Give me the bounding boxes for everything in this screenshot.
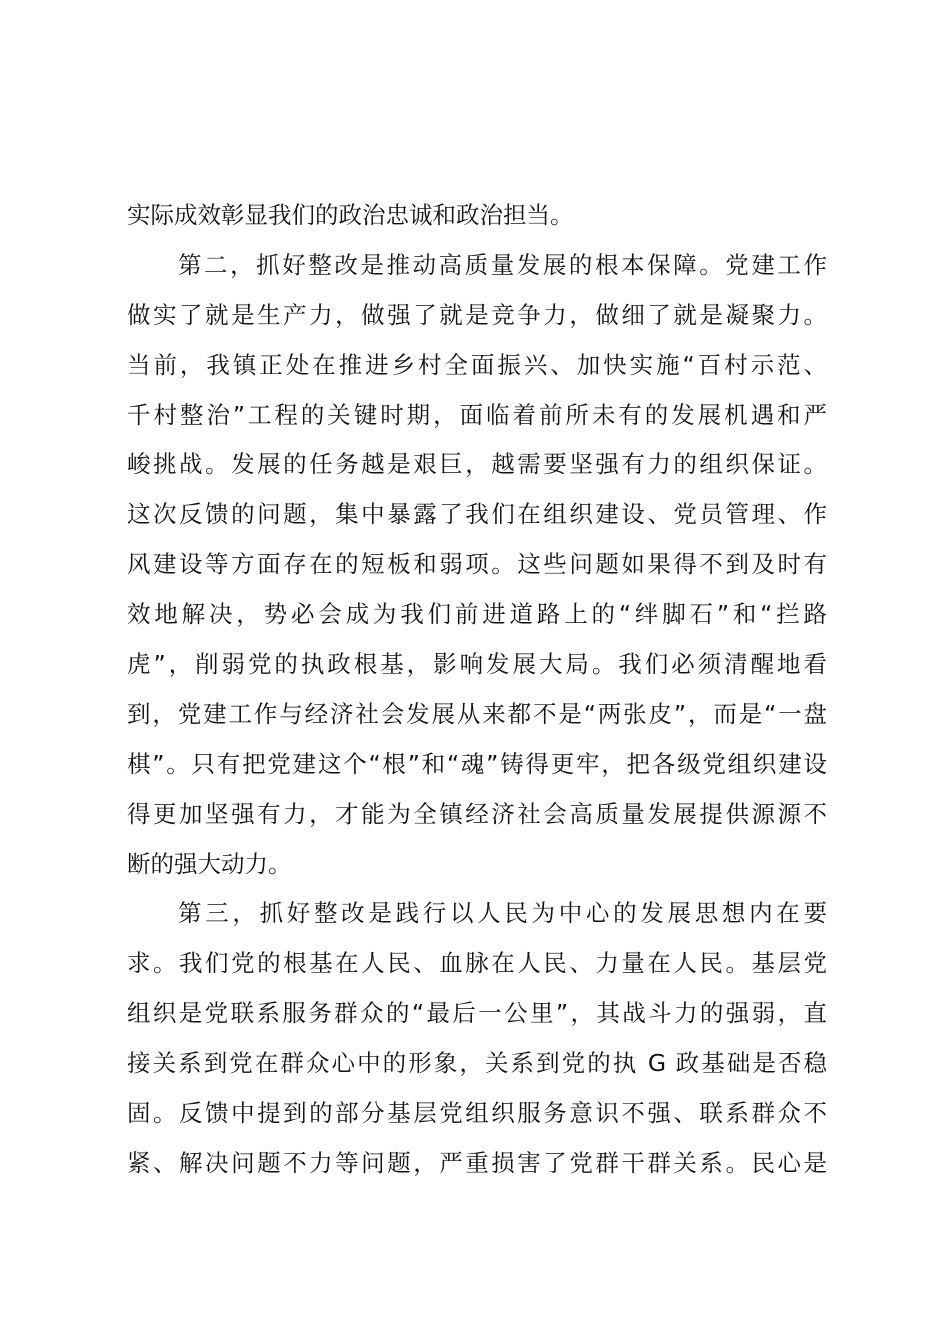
paragraph-3-line-5: 固。反馈中提到的部分基层党组织服务意识不强、联系群众不 — [127, 1099, 827, 1128]
body-text — [127, 191, 827, 1189]
paragraph-2-line-13: 断的强大动力。 — [127, 849, 292, 878]
paragraph-2-line-3: 当前，我镇正处在推进乡村全面振兴、加快实施“百村示范、 — [127, 350, 827, 379]
paragraph-3-line-6: 紧、解决问题不力等问题，严重损害了党群干群关系。民心是 — [127, 1148, 827, 1177]
paragraph-3-line-4: 接关系到党在群众心中的形象，关系到党的执 G 政基础是否稳 — [127, 1049, 827, 1078]
paragraph-2-line-1: 第二，抓好整改是推动高质量发展的根本保障。党建工作 — [178, 250, 827, 279]
paragraph-2-line-6: 这次反馈的问题，集中暴露了我们在组织建设、党员管理、作 — [127, 500, 827, 529]
paragraph-2-line-5: 峻挑战。发展的任务越是艰巨，越需要坚强有力的组织保证。 — [127, 450, 827, 479]
paragraph-3-line-3: 组织是党联系服务群众的“最后一公里”，其战斗力的强弱，直 — [127, 999, 827, 1028]
paragraph-2-line-11: 棋”。只有把党建这个“根”和“魂”铸得更牢，把各级党组织建设 — [127, 749, 827, 778]
paragraph-2-line-8: 效地解决，势必会成为我们前进道路上的“绊脚石”和“拦路 — [127, 600, 827, 629]
paragraph-3-line-1: 第三，抓好整改是践行以人民为中心的发展思想内在要 — [178, 899, 827, 928]
paragraph-2-line-4: 千村整治”工程的关键时期，面临着前所未有的发展机遇和严 — [127, 400, 827, 429]
paragraph-3-line-2: 求。我们党的根基在人民、血脉在人民、力量在人民。基层党 — [127, 949, 827, 978]
paragraph-2-line-12: 得更加坚强有力，才能为全镇经济社会高质量发展提供源源不 — [127, 799, 827, 828]
paragraph-2-line-7: 风建设等方面存在的短板和弱项。这些问题如果得不到及时有 — [127, 550, 827, 579]
paragraph-2-line-10: 到，党建工作与经济社会发展从来都不是“两张皮”，而是“一盘 — [127, 699, 827, 728]
paragraph-2-line-9: 虎”，削弱党的执政根基，影响发展大局。我们必须清醒地看 — [127, 650, 827, 679]
paragraph-1-line-1: 实际成效彰显我们的政治忠诚和政治担当。 — [127, 201, 574, 229]
paragraph-2-line-2: 做实了就是生产力，做强了就是竞争力，做细了就是凝聚力。 — [127, 300, 827, 329]
